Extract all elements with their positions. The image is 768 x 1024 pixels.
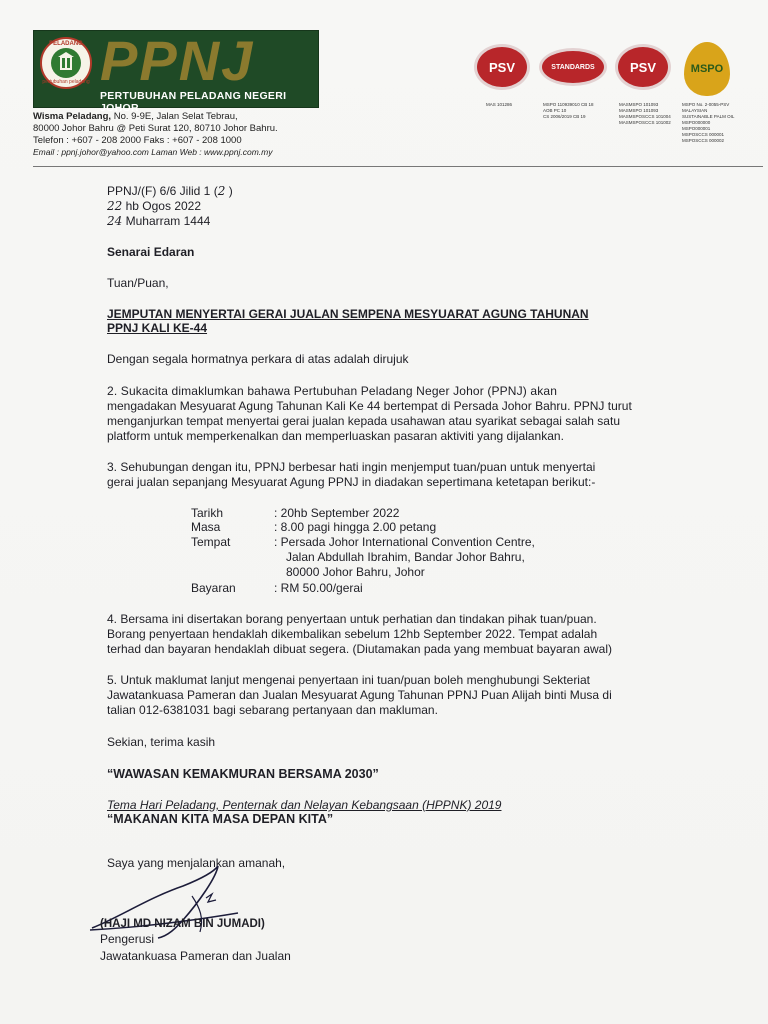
peladang-seal-icon: PELADANG pertubuhan peladang (40, 37, 92, 89)
hijri-date: 24 Muharram 1444 (107, 214, 211, 228)
slogan: “WAWASAN KEMAKMURAN BERSAMA 2030” (107, 767, 379, 781)
detail-value: 80000 Johor Bahru, Johor (286, 565, 425, 579)
para3-line: 3. Sehubungan dengan itu, PPNJ berbesar hati ingin menjemput tuan/puan untuk menyertai (107, 460, 596, 474)
detail-label: Bayaran (191, 581, 236, 595)
para2-line: menganjurkan tempat menyertai gerai jualan kepada usahawan atau syarikat sebagai salah satu (107, 414, 620, 428)
para5-line: 5. Untuk maklumat lanjut mengenai penyertaan ini tuan/puan boleh menghubungi Sekteriat (107, 673, 590, 687)
para5-line: Jawatankuasa Pameran dan Jualan Mesyuarat Agung Tahunan PPNJ Puan Alijah binti Musa di (107, 688, 612, 702)
detail-label: Masa (191, 520, 221, 534)
para3-line: gerai jualan sepanjang Mesyuarat Agung PPNJ in diadakan sepertimana ketetapan berikut:- (107, 475, 596, 489)
email-web-line: Email : ppnj.johor@yahoo.com Laman Web : www.ppnj.com.my (33, 147, 273, 157)
para4-line: terhad dan bayaran hendaklah dibuat segera. (Diutamakan pada yang membuat bayaran awal) (107, 642, 612, 656)
address-line-1: Wisma Peladang, No. 9-9E, Jalan Selat Tebrau, (33, 111, 238, 122)
detail-label: Tempat (191, 535, 231, 549)
subject-line-2: PPNJ KALI KE-44 (107, 321, 208, 335)
salutation: Tuan/Puan, (107, 276, 169, 290)
mspo-drop-icon: MSPO (684, 42, 730, 96)
detail-value: : 8.00 pagi hingga 2.00 petang (274, 520, 437, 534)
psv-badge-icon: PSV (474, 44, 530, 90)
opening-line: Dengan segala hormatnya perkara di atas adalah dirujuk (107, 352, 409, 366)
header-divider (33, 166, 763, 167)
para2-line: mengadakan Mesyuarat Agung Tahunan Kali Ke 44 bertempat di Persada Johor Bahru. PPNJ turut (107, 399, 632, 413)
phone-fax-line: Telefon : +607 - 208 2000 Faks : +607 - 208 1000 (33, 135, 242, 146)
detail-value: : 20hb September 2022 (274, 506, 400, 520)
brand-wordmark: PPNJ (100, 29, 255, 92)
address-line-2: 80000 Johor Bahru @ Peti Surat 120, 80710 Johor Bahru. (33, 123, 278, 134)
para4-line: 4. Bersama ini disertakan borang penyertaan untuk perhatian dan tindakan pihak tuan/puan. (107, 612, 597, 626)
theme: “MAKANAN KITA MASA DEPAN KITA” (107, 812, 334, 826)
letter-date: 22 hb Ogos 2022 (107, 199, 202, 213)
closing: Sekian, terima kasih (107, 735, 216, 749)
ppnj-logo-banner (33, 29, 319, 114)
detail-label: Tarikh (191, 506, 224, 520)
signatory-title: Pengerusi (100, 932, 155, 946)
detail-value: : Persada Johor International Convention Centre, (274, 535, 535, 549)
theme-intro: Tema Hari Peladang, Penternak dan Nelayan Kebangsaan (HPPNK) 2019 (107, 798, 502, 812)
detail-value: Jalan Abdullah Ibrahim, Bandar Johor Bahru, (286, 550, 525, 564)
recipient: Senarai Edaran (107, 245, 195, 259)
standards-badge-icon: STANDARDS (539, 48, 607, 86)
subject-line-1: JEMPUTAN MENYERTAI GERAI JUALAN SEMPENA MESYUARAT AGUNG TAHUNAN (107, 307, 589, 321)
detail-value: : RM 50.00/gerai (274, 581, 363, 595)
org-name: PERTUBUHAN PELADANG NEGERI JOHOR (100, 90, 287, 114)
signatory-committee: Jawatankuasa Pameran dan Jualan (100, 949, 291, 963)
para2-line: platform untuk memperkenalkan dan memperluaskan pasaran aktiviti yang dijalankan. (107, 429, 564, 443)
para5-line: talian 012-6381031 bagi sebarang pertanyaan dan makluman. (107, 703, 438, 717)
reference-number: PPNJ/(F) 6/6 Jilid 1 (2 ) (107, 184, 233, 198)
signatory-name: (HAJI MD NIZAM BIN JUMADI) (100, 918, 265, 930)
para4-line: Borang penyertaan hendaklah dikembalikan sebelum 12hb September 2022. Tempat adalah (107, 627, 598, 641)
letter-page: PELADANG pertubuhan peladang PPNJ PERTUBUHAN PELADANG NEGERI JOHOR Wisma Peladang, No. 9-9E, Jalan Selat Tebrau, 80000 Johor Bahru @ Peti Surat 120, 80710 Johor Bahru. Telefon : +607 - 208 2000 Faks : +607 - 208 1000 Email : ppnj.johor@yahoo.com Laman Web : www.ppnj.com.my PSV MAS 101286 STANDARDS MSPO 110939010 CB 18 AOB PC 10 CS 2006/2019 CB 19 PSV MASMSPO 101093 MASMSPO 101093 MASMSPOSCCS 101004 MASMSPOSCCS 101002 MSPO MSPO No. 2-0055-PSV MALAYSIAN SUSTAINABLE PALM OIL MSPO000000 MSPO000001 MSPOSCCS 000001 MSPOSCCS 000002 PPNJ/(F) 6/6 Jilid 1 (2 ) 22 hb Ogos 2022 24 Muharram 1444 Senarai Edaran Tuan/Puan, JEMPUTAN MENYERTAI GERAI JUALAN SEMPENA MESYUARAT AGUNG TAHUNAN PPNJ KALI KE-44 Dengan segala hormatnya perkara di atas adalah dirujuk 2. Sukacita dimaklumkan bahawa Pertubuhan Peladang Neger Johor (PPNJ) akan mengadakan Mesyuarat Agung Tahunan Kali Ke 44 bertempat di Persada Johor Bahru. PPNJ turut menganjurkan tempat menyertai gerai jualan kepada usahawan atau syarikat sebagai salah satu platform untuk memperkenalkan dan memperluaskan pasaran aktiviti yang dijalankan. 3. Sehubungan dengan itu, PPNJ berbesar hati ingin menjemput tuan/puan untuk menyertai gerai jualan sepanjang Mesyuarat Agung PPNJ in diadakan sepertimana ketetapan berikut:- Tarikh : 20hb September 2022 Masa : 8.00 pagi hingga 2.00 petang Tempat : Persada Johor International Convention Centre, Jalan Abdullah Ibrahim, Bandar Johor Bahru, 80000 Johor Bahru, Johor Bayaran : RM 50.00/gerai 4. Bersama ini disertakan borang penyertaan untuk perhatian dan tindakan pihak tuan/puan. Borang penyertaan hendaklah dikembalikan sebelum 12hb September 2022. Tempat adalah terhad dan bayaran hendaklah dibuat segera. (Diutamakan pada yang membuat bayaran awal) 5. Untuk maklumat lanjut mengenai penyertaan ini tuan/puan boleh menghubungi Sekteriat Jawatankuasa Pameran dan Jualan Mesyuarat Agung Tahunan PPNJ Puan Alijah binti Musa di talian 012-6381031 bagi sebarang pertanyaan dan makluman. Sekian, terima kasih “WAWASAN KEMAKMURAN BERSAMA 2030” Tema Hari Peladang, Penternak dan Nelayan Kebangsaan (HPPNK) 2019 “MAKANAN KITA MASA DEPAN KITA” Saya yang menjalankan amanah, (HAJI MD NIZAM BIN JUMADI) Pengerusi Jawatankuasa Pameran dan Jualan (0, 0, 768, 1024)
psv-badge-icon: PSV (615, 44, 671, 90)
sign-off: Saya yang menjalankan amanah, (107, 856, 286, 870)
para2-line: 2. Sukacita dimaklumkan bahawa Pertubuhan Peladang Neger Johor (PPNJ) akan (107, 384, 558, 398)
